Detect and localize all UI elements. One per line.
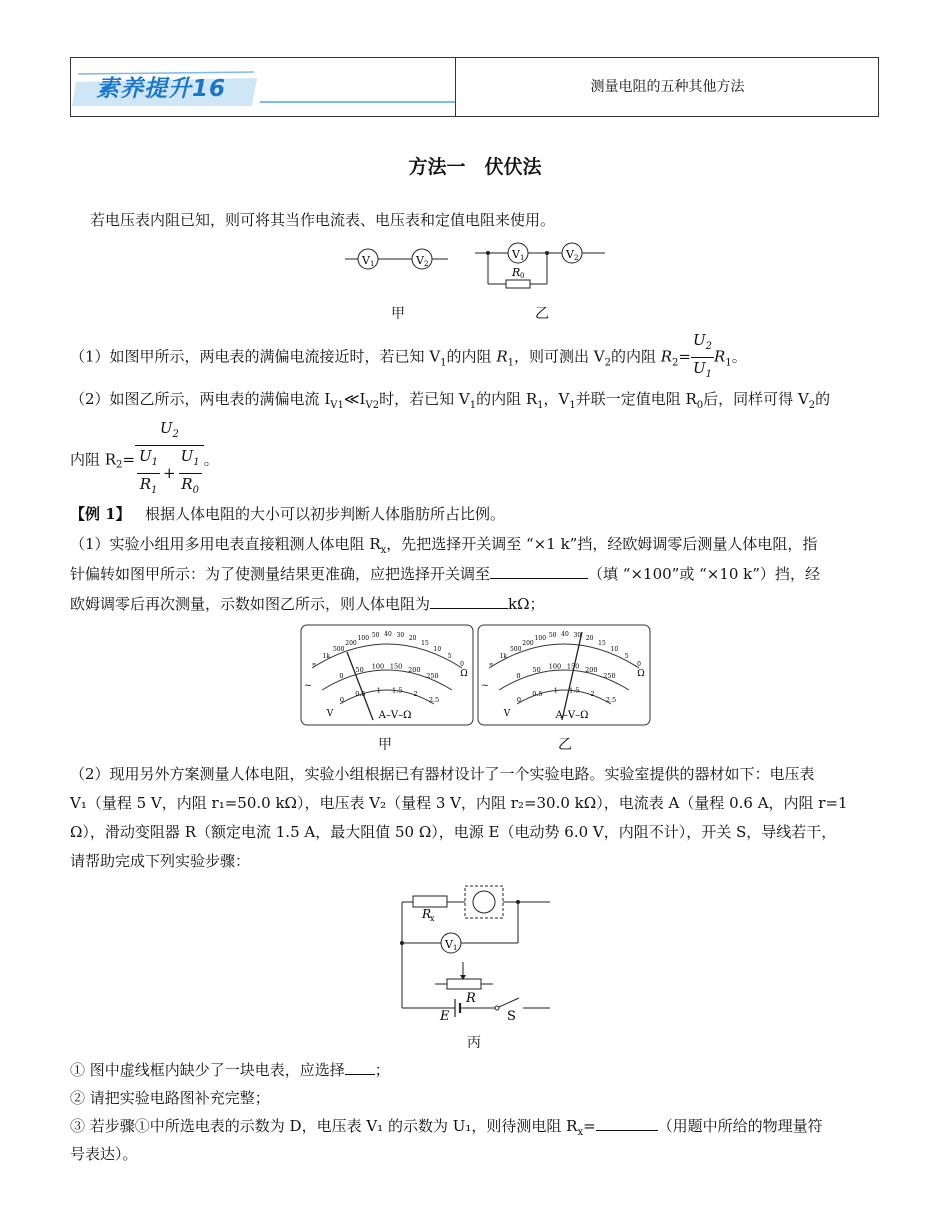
top-scale-yi-9: 15 [598, 639, 606, 647]
low-scale-jia-3: 1.5 [392, 686, 403, 695]
top-scale-yi-6: 40 [561, 631, 569, 638]
mid-scale-yi-3: 150 [566, 662, 580, 671]
step-1: ① 图中虚线框内缺少了一块电表，应选择 ； [70, 1061, 390, 1079]
mid-scale-yi-2: 100 [548, 662, 562, 671]
caption-yi-top: 乙 [535, 306, 549, 322]
step-2: ② 请把实验电路图补充完整； [70, 1089, 270, 1107]
fraction-u2-u1: $\frac{U_2}{U_1}$ [693, 331, 713, 380]
p2-line-3: Ω），滑动变阻器 R（额定电流 1.5 A，最大阻值 50 Ω），电源 E（电动势 6.0 V，内阻不计），开关 S，导线若干， [70, 823, 837, 841]
mid-scale-jia-2: 100 [371, 662, 385, 671]
mid-scale-yi-4: 200 [585, 665, 598, 674]
r0-resistor [506, 280, 530, 288]
top-scale-jia-6: 40 [384, 631, 392, 638]
r0-sub: 0 [520, 272, 525, 280]
top-scale-yi-4: 100 [534, 635, 547, 643]
badge-label: 素养提升16 [96, 76, 227, 102]
low-scale-yi-0: 0 [516, 696, 522, 704]
top-scale-jia-0: ∞ [311, 661, 317, 668]
rx-label: R [422, 907, 432, 921]
example-1-heading: 【例 1】 根据人体电阻的大小可以初步判断人体脂肪所占比例。 [70, 505, 505, 523]
v1-label-a: V [362, 254, 370, 267]
unknown-meter [473, 891, 495, 913]
low-scale-jia-0: 0 [339, 696, 345, 704]
example-p1-line-1: （1）实验小组用多用电表直接粗测人体电阻 $R_x$，先把选择开关调至 “×1 k”挡，经欧姆调零后测量人体电阻，指 [70, 535, 818, 556]
top-scale-yi-10: 10 [610, 646, 619, 653]
top-scale-jia-2: 500 [332, 646, 345, 653]
top-scale-jia-8: 20 [408, 635, 417, 643]
rx-resistor [413, 896, 447, 907]
caption-jia-meter: 甲 [378, 737, 392, 753]
rheostat [447, 979, 481, 989]
v2-label-b: V [566, 248, 574, 261]
top-scale-jia-9: 15 [421, 639, 429, 647]
mid-scale-jia-0: 0 [339, 671, 344, 680]
mid-scale-yi-0: 0 [516, 671, 521, 680]
top-scale-yi-1: 1k [499, 653, 508, 661]
e-label: E [440, 1009, 450, 1022]
low-scale-jia-2: 1 [376, 686, 381, 695]
omega-yi: Ω [637, 669, 645, 679]
tilde-yi: ~ [481, 681, 489, 691]
section-title: 方法一 伏伏法 [408, 156, 542, 178]
top-scale-jia-10: 10 [433, 646, 442, 653]
top-scale-jia-3: 200 [345, 639, 357, 647]
top-scale-jia-7: 30 [396, 632, 405, 640]
p2-line-4: 请帮助完成下列实验步骤： [70, 852, 251, 870]
v2-sub-a: 2 [424, 260, 429, 268]
top-scale-yi-7: 30 [573, 632, 582, 640]
top-scale-jia-11: 5 [447, 653, 452, 661]
figure-multimeter-dials [300, 624, 652, 728]
caption-bing: 丙 [467, 1035, 481, 1051]
p2-line-2: V₁（量程 5 V，内阻 r₁=50.0 kΩ），电压表 V₂（量程 3 V，内阻 r₂=30.0 kΩ），电流表 A（量程 0.6 A，内阻 r=1 [70, 794, 848, 812]
r0-label: R [512, 266, 521, 279]
top-scale-jia-1: 1k [322, 653, 331, 661]
low-scale-yi-5: 2.5 [605, 696, 617, 704]
header-title: 测量电阻的五种其他方法 [590, 79, 745, 95]
vbar-jia: V [326, 709, 334, 719]
low-scale-yi-4: 2 [590, 690, 595, 699]
tilde-jia: ~ [304, 681, 312, 691]
v2-label-a: V [416, 254, 424, 267]
omega-jia: Ω [460, 669, 468, 679]
top-scale-yi-11: 5 [624, 653, 629, 661]
item-2-line-1: （2）如图乙所示，两电表的满偏电流 $I_{V1}≪I_{V2}$时，若已知 $V_1$的内阻 $R_1$，$V_1$并联一定值电阻 $R_0$后，同样可得 $V_2$的 [70, 390, 831, 411]
switch-arm [499, 998, 519, 1007]
mid-scale-yi-1: 50 [532, 665, 541, 674]
step-3-line-2: 号表达）。 [70, 1145, 138, 1163]
v1-label-b: V [512, 248, 520, 261]
answer-blank-rx[interactable] [596, 1130, 658, 1131]
mid-scale-jia-5: 250 [426, 671, 439, 680]
step-3-line-1: ③ 若步骤①中所选电表的示数为 D，电压表 V₁ 的示数为 U₁，则待测电阻 $R_x=$ （用题中所给的物理量符 [70, 1117, 823, 1138]
v2-sub-b: 2 [574, 254, 579, 262]
figure-voltmeter-circuits [340, 238, 620, 298]
top-scale-jia-4: 100 [357, 635, 370, 643]
p2-line-1: （2）现用另外方案测量人体电阻，实验小组根据已有器材设计了一个实验电路。实验室提供的器材如下：电压表 [70, 765, 815, 783]
example-p1-line-2: 针偏转如图甲所示：为了使测量结果更准确，应把选择开关调至 （填 “×100”或 “×10 k”）挡，经 [70, 565, 820, 583]
unit-label-yi: A–V–Ω [555, 710, 589, 721]
top-scale-jia-12: 0 [460, 661, 464, 668]
v1-sub-a: 1 [370, 260, 375, 268]
v1-label-c: V [445, 938, 453, 951]
mid-scale-jia-4: 200 [408, 665, 421, 674]
answer-blank-meter[interactable] [345, 1074, 375, 1075]
low-scale-jia-1: 0.5 [355, 690, 366, 699]
low-scale-yi-1: 0.5 [532, 690, 543, 699]
v1-sub-c: 1 [453, 944, 458, 952]
top-scale-yi-2: 500 [509, 646, 522, 653]
top-scale-yi-0: ∞ [488, 661, 494, 668]
low-scale-yi-3: 1.5 [569, 686, 580, 695]
answer-blank-resistance[interactable] [430, 608, 508, 609]
answer-blank-switch[interactable] [490, 578, 588, 579]
low-scale-jia-5: 2.5 [428, 696, 440, 704]
unit-label-jia: A–V–Ω [378, 710, 412, 721]
mid-scale-yi-5: 250 [603, 671, 616, 680]
top-scale-yi-12: 0 [637, 661, 641, 668]
top-scale-yi-8: 20 [585, 635, 594, 643]
mid-scale-jia-1: 50 [355, 665, 364, 674]
v1-sub-b: 1 [520, 254, 525, 262]
caption-jia-top: 甲 [391, 306, 405, 322]
example-p1-line-3: 欧姆调零后再次测量，示数如图乙所示，则人体电阻为 kΩ； [70, 595, 545, 613]
top-scale-yi-5: 50 [548, 632, 557, 640]
intro-text: 若电压表内阻已知，则可将其当作电流表、电压表和定值电阻来使用。 [90, 211, 556, 229]
rx-sub: x [430, 914, 435, 923]
top-scale-jia-5: 50 [371, 632, 380, 640]
s-label: S [507, 1009, 516, 1022]
item-2-line-2: 内阻 $R_2=$ $U_2$ $\frac{U_1}{R_1}$ + $\frac{U_1}{R_0}$ 。 [70, 418, 219, 501]
low-scale-yi-2: 1 [553, 686, 558, 695]
mid-scale-jia-3: 150 [389, 662, 403, 671]
r-label: R [466, 991, 476, 1006]
top-scale-yi-3: 200 [522, 639, 534, 647]
fraction-r2-formula: $U_2$ $\frac{U_1}{R_1}$ + $\frac{U_1}{R_0}$ [135, 418, 204, 501]
item-1: （1）如图甲所示，两电表的满偏电流接近时，若已知 $V_1$的内阻 $R_1$，则可测出 $V_2$的内阻 $R_2=$ $\frac{U_2}{U_1}$ $R_1$。 [70, 330, 880, 374]
figure-circuit-bing [395, 880, 555, 1022]
caption-yi-meter: 乙 [558, 737, 572, 753]
vbar-yi: V [503, 709, 511, 719]
low-scale-jia-4: 2 [413, 690, 418, 699]
